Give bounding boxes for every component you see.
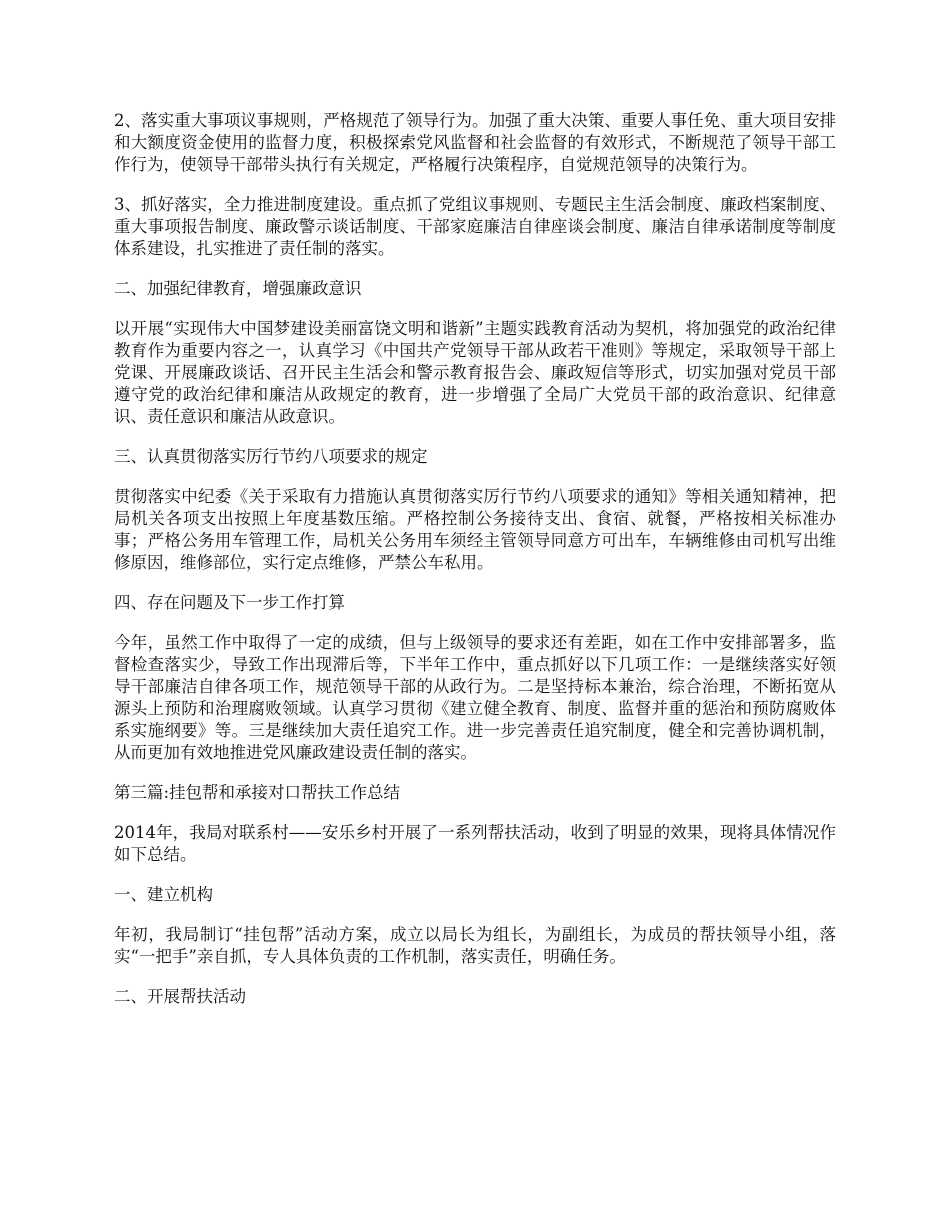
paragraph-frugality-rules: 贯彻落实中纪委《关于采取有力措施认真贯彻落实厉行节约八项要求的通知》等相关通知精神，把局机关各项支出按照上年度基数压缩。严格控制公务接待支出、食宿、就餐，严格按相关标准办事；严格公务用车管理工作，局机关公务用车须经主管领导同意方可出车，车辆维修由司机写出维修原因，维修部位，实行定点维修，严禁公车私用。 [114,487,836,572]
paragraph-problems-plans: 今年，虽然工作中取得了一定的成绩，但与上级领导的要求还有差距，如在工作中安排部署多，监督检查落实少，导致工作出现滞后等，下半年工作中，重点抓好以下几项工作：一是继续落实好领导干部廉洁自律各项工作，规范领导干部的从政行为。二是坚持标本兼治，综合治理，不断拓宽从源头上预防和治理腐败领域。认真学习贯彻《建立健全教育、制度、监督并重的惩治和预防腐败体系实施纲要》等。三是继续加大责任追究工作。进一步完善责任追究制度，健全和完善协调机制，从而更加有效地推进党风廉政建设责任制的落实。 [114,633,836,762]
paragraph-system-building: 3、抓好落实，全力推进制度建设。重点抓了党组议事规则、专题民主生活会制度、廉政档案制度、重大事项报告制度、廉政警示谈话制度、干部家庭廉洁自律座谈会制度、廉洁自律承诺制度等制度体系建设，扎实推进了责任制的落实。 [114,195,836,258]
section-heading-frugality-rules: 三、认真贯彻落实厉行节约八项要求的规定 [114,447,428,466]
paragraph-establish-organization: 年初，我局制订“挂包帮”活动方案，成立以局长为组长，为副组长，为成员的帮扶领导小组，落实“一把手”亲自抓，专人具体负责的工作机制，落实责任，明确任务。 [114,925,836,966]
paragraph-discipline-education: 以开展“实现伟大中国梦建设美丽富饶文明和谐新”主题实践教育活动为契机，将加强党的政治纪律教育作为重要内容之一，认真学习《中国共产党领导干部从政若干准则》等规定，采取领导干部上党课、开展廉政谈话、召开民主生活会和警示教育报告会、廉政短信等形式，切实加强对党员干部遵守党的政治纪律和廉洁从政规定的教育，进一步增强了全局广大党员干部的政治意识、纪律意识、责任意识和廉洁从政意识。 [114,319,836,426]
article-title-part-three: 第三篇:挂包帮和承接对口帮扶工作总结 [114,783,401,802]
section-heading-discipline-education: 二、加强纪律教育，增强廉政意识 [114,279,362,298]
paragraph-intro-2014: 2014年，我局对联系村——安乐乡村开展了一系列帮扶活动，收到了明显的效果，现将具体情况作如下总结。 [114,823,836,864]
section-heading-problems-plans: 四、存在问题及下一步工作打算 [114,593,345,612]
document-body [114,110,836,1026]
section-heading-assistance-activities: 二、开展帮扶活动 [114,987,246,1006]
paragraph-major-matters-rules: 2、落实重大事项议事规则，严格规范了领导行为。加强了重大决策、重要人事任免、重大项目安排和大额度资金使用的监督力度，积极探索党风监督和社会监督的有效形式，不断规范了领导干部工作行为，使领导干部带头执行有关规定，严格履行决策程序，自觉规范领导的决策行为。 [114,111,836,174]
section-heading-establish-organization: 一、建立机构 [114,885,213,904]
